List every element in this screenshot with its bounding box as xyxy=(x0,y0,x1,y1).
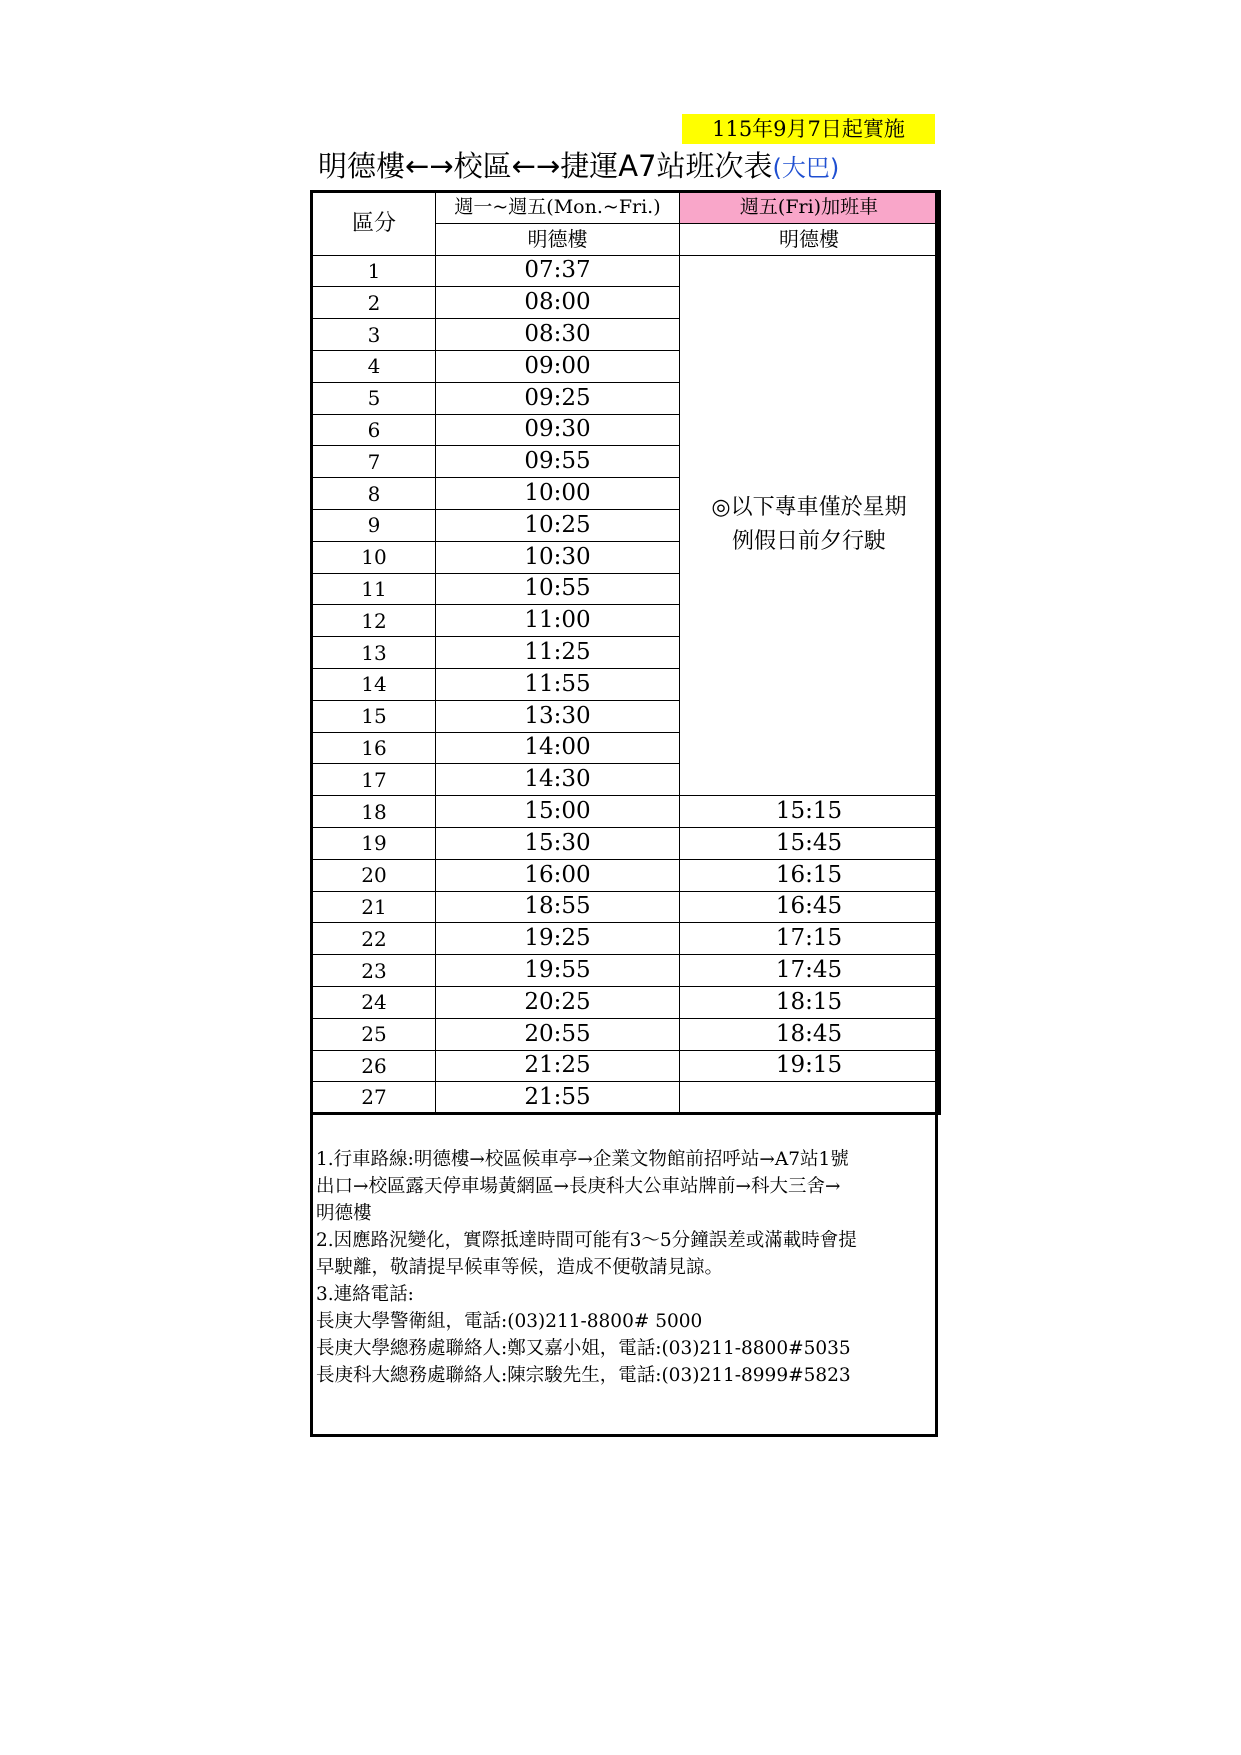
weekday-time: 11:25 xyxy=(436,637,680,669)
weekday-time: 08:30 xyxy=(436,319,680,351)
row-number: 7 xyxy=(312,446,436,478)
weekday-time: 09:00 xyxy=(436,350,680,382)
friday-time: 19:15 xyxy=(680,1050,940,1082)
weekday-time: 19:55 xyxy=(436,955,680,987)
note-line: 早駛離，敬請提早候車等候，造成不便敬請見諒。 xyxy=(316,1257,724,1278)
row-number: 27 xyxy=(312,1082,436,1114)
category-header: 區分 xyxy=(312,192,436,256)
friday-time: 16:45 xyxy=(680,891,940,923)
row-number: 11 xyxy=(312,573,436,605)
row-number: 17 xyxy=(312,764,436,796)
weekday-time: 10:55 xyxy=(436,573,680,605)
weekday-time: 08:00 xyxy=(436,287,680,319)
weekday-time: 11:00 xyxy=(436,605,680,637)
title-main: 明德樓←→校區←→捷運A7站班次表 xyxy=(318,149,773,183)
note-line: 明德樓 xyxy=(316,1203,372,1224)
row-number: 4 xyxy=(312,350,436,382)
friday-time: 18:15 xyxy=(680,986,940,1018)
weekday-time: 09:55 xyxy=(436,446,680,478)
row-number: 21 xyxy=(312,891,436,923)
effective-date-badge: 115年9月7日起實施 xyxy=(682,114,935,144)
row-number: 14 xyxy=(312,668,436,700)
weekday-time: 09:30 xyxy=(436,414,680,446)
row-number: 18 xyxy=(312,796,436,828)
note-line: 長庚大學警衛組，電話:(03)211-8800# 5000 xyxy=(316,1311,703,1332)
weekday-time: 15:00 xyxy=(436,796,680,828)
friday-time: 17:15 xyxy=(680,923,940,955)
row-number: 13 xyxy=(312,637,436,669)
row-number: 22 xyxy=(312,923,436,955)
weekday-time: 21:55 xyxy=(436,1082,680,1114)
notes-block xyxy=(316,1146,936,1389)
weekday-time: 10:30 xyxy=(436,541,680,573)
page-title xyxy=(318,146,958,186)
row-number: 23 xyxy=(312,955,436,987)
weekday-time: 14:00 xyxy=(436,732,680,764)
note-line: 長庚大學總務處聯絡人:鄭又嘉小姐，電話:(03)211-8800#5035 xyxy=(316,1338,851,1359)
row-number: 2 xyxy=(312,287,436,319)
weekday-time: 20:25 xyxy=(436,986,680,1018)
row-number: 12 xyxy=(312,605,436,637)
friday-time: 15:45 xyxy=(680,827,940,859)
weekday-time: 18:55 xyxy=(436,891,680,923)
note-line: 3.連絡電話: xyxy=(316,1284,414,1305)
note-line: 長庚科大總務處聯絡人:陳宗駿先生，電話:(03)211-8999#5823 xyxy=(316,1365,851,1386)
row-number: 6 xyxy=(312,414,436,446)
row-number: 10 xyxy=(312,541,436,573)
row-number: 5 xyxy=(312,382,436,414)
weekday-time: 10:25 xyxy=(436,509,680,541)
friday-time: 15:15 xyxy=(680,796,940,828)
row-number: 16 xyxy=(312,732,436,764)
note-line: 出口→校區露天停車場黃網區→長庚科大公車站牌前→科大三舍→ xyxy=(316,1176,841,1197)
row-number: 3 xyxy=(312,319,436,351)
weekday-time: 14:30 xyxy=(436,764,680,796)
title-suffix: (大巴) xyxy=(772,154,840,182)
note-line: 2.因應路況變化，實際抵達時間可能有3～5分鐘誤差或滿載時會提 xyxy=(316,1230,857,1251)
row-number: 20 xyxy=(312,859,436,891)
note-line: 1.行車路線:明德樓→校區候車亭→企業文物館前招呼站→A7站1號 xyxy=(316,1149,849,1170)
weekday-time: 20:55 xyxy=(436,1018,680,1050)
weekday-header: 週一~週五(Mon.~Fri.) xyxy=(436,192,680,224)
weekday-time: 15:30 xyxy=(436,827,680,859)
weekday-time: 07:37 xyxy=(436,255,680,287)
friday-time: 18:45 xyxy=(680,1018,940,1050)
friday-time: 17:45 xyxy=(680,955,940,987)
weekday-time: 10:00 xyxy=(436,478,680,510)
row-number: 25 xyxy=(312,1018,436,1050)
weekday-time: 11:55 xyxy=(436,668,680,700)
weekday-time: 19:25 xyxy=(436,923,680,955)
weekday-time: 09:25 xyxy=(436,382,680,414)
friday-extra-header: 週五(Fri)加班車 xyxy=(680,192,940,224)
row-number: 1 xyxy=(312,255,436,287)
row-number: 8 xyxy=(312,478,436,510)
friday-notice: ◎以下專車僅於星期例假日前夕行駛 xyxy=(680,255,940,796)
friday-station-header: 明德樓 xyxy=(680,223,940,255)
row-number: 19 xyxy=(312,827,436,859)
weekday-time: 13:30 xyxy=(436,700,680,732)
row-number: 26 xyxy=(312,1050,436,1082)
weekday-time: 16:00 xyxy=(436,859,680,891)
weekday-time: 21:25 xyxy=(436,1050,680,1082)
friday-time: 16:15 xyxy=(680,859,940,891)
row-number: 24 xyxy=(312,986,436,1018)
row-number: 15 xyxy=(312,700,436,732)
weekday-station-header: 明德樓 xyxy=(436,223,680,255)
row-number: 9 xyxy=(312,509,436,541)
